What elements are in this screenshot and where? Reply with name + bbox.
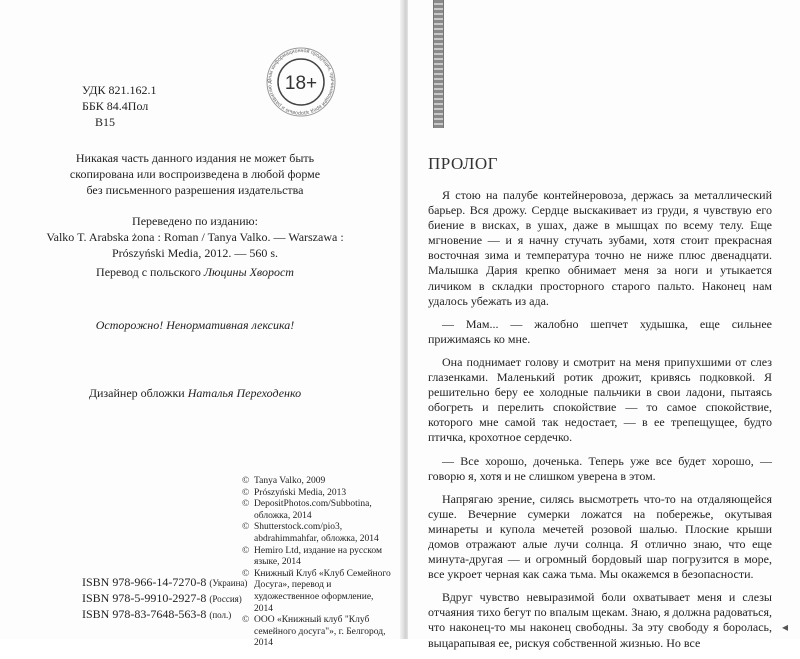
chapter-heading: ПРОЛОГ	[428, 154, 499, 173]
translated-from	[30, 213, 360, 261]
translated-from-line: Переведено по изданию:	[132, 214, 258, 228]
decorative-strip	[433, 0, 444, 128]
translator-credit	[30, 265, 360, 280]
notice-line: Никакая часть данного издания не может быть	[75, 151, 315, 165]
copyright-list	[242, 476, 392, 650]
designer-credit	[30, 386, 360, 401]
paragraph: — Все хорошо, доченька. Теперь уже все будет хорошо, — говорю я, хотя и не слишком уверена в этом.	[428, 453, 772, 483]
bbk-line: ББК 84.4Пол	[82, 99, 149, 113]
copyright-item: © Tanya Valko, 2009	[242, 476, 326, 486]
age-rating-ring-text: Знак информационной продукции, причиняющей вред здоровью и развитию д	[266, 47, 336, 117]
translated-from-line: Prószyński Media, 2012. — 560 s.	[112, 246, 278, 260]
copyright-item: © Hemiro Ltd, издание на русском языке, 2014	[242, 545, 383, 568]
udk-block	[82, 82, 156, 130]
next-page-arrow-icon[interactable]: ◂	[782, 620, 789, 634]
translated-from-line: Valko T. Arabska żona : Roman / Tanya Valko. — Warszawa :	[46, 230, 344, 244]
copyright-item: © ООО «Книжный клуб "Клуб семейного досуга"», г. Белгород, 2014	[242, 615, 386, 649]
paragraph: Я стою на палубе контейнеровоза, держась за металлический барьер. Вся дрожу. Сердце выскакивает из груди, я чувствую его биение в висках, в ушах, даже в мышцах по всему телу. Еще мгновение — и я начну стучать зубами, хотя стоит прекрасная восточная зима и температура точно не ниже плюс двенадцати. Малышка Дария крепко обнимает меня за ноги и утыкается личиком в складки просторного старого пальто. Наконец нам удалось убежать из ада.	[428, 188, 772, 308]
copyright-item: © Книжный Клуб «Клуб Семейного Досуга», перевод и художественное оформление, 2014	[242, 568, 391, 614]
isbn-line: ISBN 978-966-14-7270-8 (Украина)	[82, 575, 248, 589]
notice-line: скопирована или воспроизведена в любой форме	[69, 167, 321, 181]
paragraph: Напрягаю зрение, силясь высмотреть что-то на отдаляющейся суше. Вечерние сумерки ложатся на побережье, окутывая минареты и купола мечетей розовой шалью. Плоские крыши домов отражают алые лучи солнца. Я отлично знаю, что еще минута-другая — и огромный бордовый шар погрузится в море, все укроет черная как сажа тьма. Мы окажемся в безопасности.	[428, 491, 772, 582]
copyright-notice	[30, 150, 360, 198]
translator-prefix: Перевод с польского	[96, 265, 204, 279]
age-rating-label: 18+	[284, 73, 318, 94]
age-rating-badge	[265, 46, 337, 118]
copyright-item: © Shutterstock.com/pio3, abdrahimmahfar, обложка, 2014	[242, 522, 379, 544]
copyright-item: © Prószyński Media, 2013	[242, 487, 347, 498]
left-page	[0, 0, 404, 649]
udk-line: УДК 821.162.1	[82, 83, 157, 97]
paragraph: Вдруг чувство невыразимой боли охватывает меня и слезы отчаяния тихо бегут по впалым щекам. Знаю, я должна радоваться, что наконец-то мы наконец свободны. За эту свободу я боролась, выцарапывая ее, рискуя собственной жизнью. Но все	[428, 590, 772, 650]
designer-prefix: Дизайнер обложки	[88, 386, 188, 400]
paragraph: — Мам... — жалобно шепчет худышка, еще сильнее прижимаясь ко мне.	[428, 316, 772, 346]
copyright-item: © DepositPhotos.com/Subbotina, обложка, 2014	[242, 499, 372, 521]
profanity-warning: Осторожно! Ненормативная лексика!	[95, 318, 295, 332]
paragraph: Она поднимает голову и смотрит на меня припухшими от слез глазенками. Маленький ротик дрожит, кривясь подковкой. Я решительно беру ее холодные пальчики в свои ладони, пытаясь обогреть и перелить спокойствие — то самое спокойствие, которого мне самой так недостает, — в ее трепещущее, будто птичка, крохотное сердечко.	[428, 354, 772, 445]
isbn-block	[82, 575, 247, 623]
notice-line: без письменного разрешения издательства	[86, 183, 304, 197]
translator-name: Люцины Хворост	[203, 265, 294, 279]
designer-name: Наталья Переходенко	[187, 386, 302, 400]
isbn-line: ISBN 978-5-9910-2927-8 (Россия)	[82, 591, 242, 605]
author-mark: В15	[95, 115, 116, 129]
isbn-line: ISBN 978-83-7648-563-8 (пол.)	[82, 607, 232, 621]
chapter-text	[428, 188, 772, 659]
